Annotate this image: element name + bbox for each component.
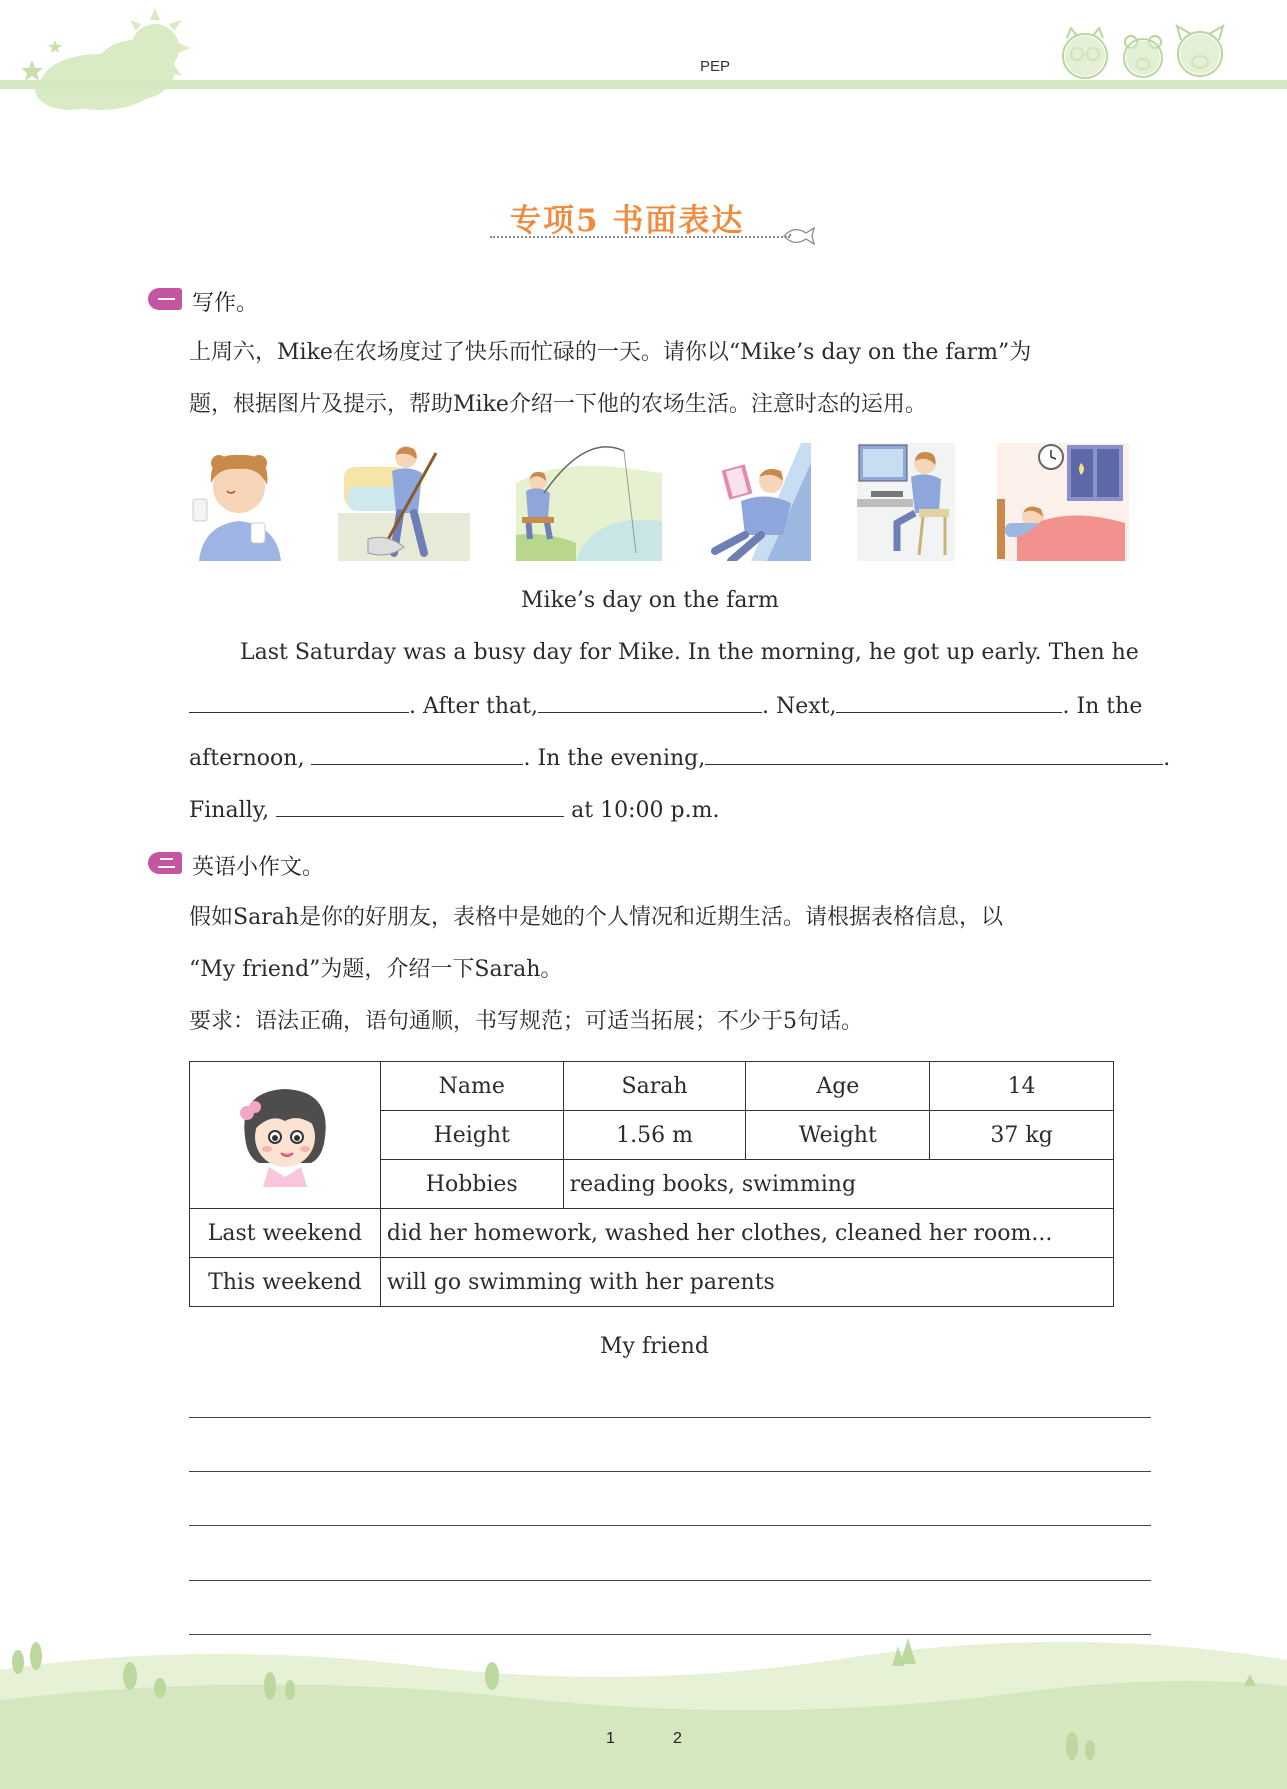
hills-decoration (0, 1630, 1287, 1789)
answer-blank-1[interactable] (189, 692, 409, 713)
answer-blank-2[interactable] (538, 692, 762, 713)
boy-fishing-icon (516, 443, 662, 561)
boy-mopping-floor-icon (338, 443, 470, 561)
cell-age-label: Age (746, 1062, 930, 1111)
page-title-block (490, 195, 820, 255)
table-row (190, 1258, 1114, 1307)
essay-1-title: Mike’s day on the farm (521, 588, 779, 613)
boy-drinking-milk-icon (189, 443, 291, 561)
essay-1-line-1: Last Saturday was a busy day for Mike. In the morning, he got up early. Then he (240, 640, 1139, 665)
text-in-the: . In the (1062, 694, 1143, 719)
writing-line-3[interactable] (189, 1525, 1151, 1526)
answer-blank-4[interactable] (311, 744, 523, 765)
cell-height-label: Height (380, 1111, 563, 1160)
page-number-right: 2 (673, 1730, 682, 1747)
answer-blank-5[interactable] (705, 744, 1163, 765)
cell-last-weekend-value: did her homework, washed her clothes, cleaned her room... (380, 1209, 1113, 1258)
cell-weight-label: Weight (746, 1111, 930, 1160)
boy-sleeping-in-bed-icon (997, 443, 1129, 561)
cell-last-weekend-label: Last weekend (190, 1209, 381, 1258)
cell-hobbies-label: Hobbies (380, 1160, 563, 1209)
cell-height-value: 1.56 m (563, 1111, 746, 1160)
writing-line-2[interactable] (189, 1471, 1151, 1472)
sarah-portrait-cell (190, 1062, 381, 1209)
answer-blank-3[interactable] (836, 692, 1062, 713)
title-underline (490, 236, 790, 238)
fish-icon (782, 225, 816, 247)
text-in-the-evening: . In the evening, (523, 746, 706, 771)
girl-portrait-icon (235, 1077, 335, 1187)
cell-name-value: Sarah (563, 1062, 746, 1111)
sun-cloud-decoration (0, 0, 200, 115)
table-row (190, 1209, 1114, 1258)
essay-1-line-2 (189, 692, 1142, 719)
section-2-instruction-line-2: “My friend”为题，介绍一下Sarah。 (189, 957, 563, 982)
section-2-badge (148, 852, 182, 874)
text-at-time: at 10:00 p.m. (571, 798, 720, 823)
section-1-title: 写作。 (192, 291, 259, 316)
section-2-requirements: 要求：语法正确，语句通顺，书写规范；可适当拓展；不少于5句话。 (189, 1009, 863, 1034)
text-next: . Next, (761, 694, 837, 719)
text-period: . (1163, 746, 1171, 771)
writing-line-4[interactable] (189, 1580, 1151, 1581)
text-afternoon: afternoon, (189, 746, 305, 771)
text-finally: Finally, (189, 798, 270, 823)
cell-this-weekend-label: This weekend (190, 1258, 381, 1307)
essay-2-title: My friend (600, 1334, 709, 1359)
cell-hobbies-value: reading books, swimming (563, 1160, 1113, 1209)
cell-this-weekend-value: will go swimming with her parents (380, 1258, 1113, 1307)
section-2-title: 英语小作文。 (192, 855, 325, 880)
section-1-instruction-line-2: 题，根据图片及提示，帮助Mike介绍一下他的农场生活。注意时态的运用。 (189, 392, 927, 417)
section-2-instruction-line-1: 假如Sarah是你的好朋友，表格中是她的个人情况和近期生活。请根据表格信息，以 (189, 905, 1003, 930)
writing-line-1[interactable] (189, 1417, 1151, 1418)
cell-age-value: 14 (930, 1062, 1114, 1111)
page-number-left: 1 (606, 1730, 615, 1747)
animal-faces-decoration (1055, 18, 1255, 83)
boy-reading-book-icon (711, 443, 811, 561)
text-after-that: . After that, (409, 694, 538, 719)
sarah-info-table (189, 1061, 1114, 1307)
section-1-instruction-line-1: 上周六，Mike在农场度过了快乐而忙碌的一天。请你以“Mike’s day on the farm”为 (189, 340, 1032, 365)
table-row (190, 1062, 1114, 1111)
essay-1-line-4 (189, 796, 719, 823)
essay-1-line-3 (189, 744, 1170, 771)
answer-blank-6[interactable] (276, 796, 564, 817)
cell-name-label: Name (380, 1062, 563, 1111)
page-title: 专项5 书面表达 (510, 203, 745, 239)
cell-weight-value: 37 kg (930, 1111, 1114, 1160)
boy-using-computer-icon (857, 443, 955, 561)
section-1-badge (148, 288, 182, 310)
header-label: PEP (700, 58, 731, 75)
